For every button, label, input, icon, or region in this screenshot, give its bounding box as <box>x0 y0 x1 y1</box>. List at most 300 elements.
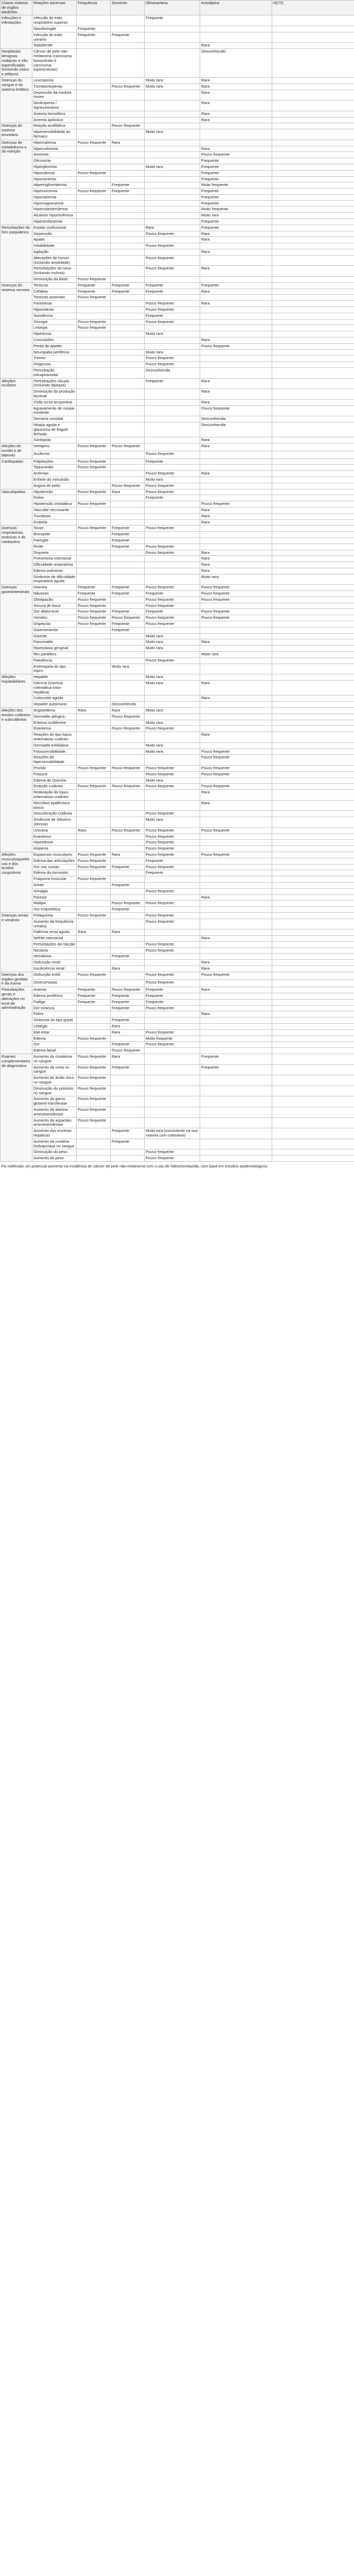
empty-cell <box>272 213 354 219</box>
frequency-cell <box>200 459 272 465</box>
frequency-cell <box>111 1149 145 1156</box>
reaction-cell: Dispepsia <box>32 621 77 628</box>
frequency-cell <box>145 405 200 416</box>
table-row <box>1 1149 354 1156</box>
reaction-cell: Infecção do trato respiratório superior <box>32 15 77 26</box>
frequency-cell <box>111 790 145 801</box>
reaction-cell: Perturbações do sono (incluindo insônia) <box>32 266 77 277</box>
empty-cell <box>272 378 354 389</box>
empty-cell <box>272 1011 354 1018</box>
frequency-cell: Frequente <box>111 182 145 189</box>
reaction-cell: Dor <box>32 1042 77 1048</box>
frequency-cell <box>200 646 272 652</box>
frequency-cell: Muito frequente <box>145 1036 200 1042</box>
table-row <box>1 1096 354 1107</box>
table-row <box>1 811 354 817</box>
reaction-cell: Nasofaringite <box>32 26 77 32</box>
frequency-cell <box>145 100 200 111</box>
frequency-cell <box>111 399 145 405</box>
frequency-cell: Desconhecida <box>200 422 272 437</box>
frequency-cell <box>77 389 111 400</box>
frequency-cell <box>77 355 111 362</box>
frequency-cell <box>77 117 111 123</box>
frequency-cell <box>77 960 111 966</box>
empty-cell <box>272 765 354 771</box>
empty-cell <box>272 100 354 111</box>
frequency-cell: Pouco frequente <box>145 726 200 732</box>
frequency-cell: Frequente <box>111 993 145 999</box>
reaction-cell: Dor esquelética <box>32 907 77 913</box>
reaction-cell: Trombose <box>32 513 77 519</box>
reaction-cell: Aumento da frequência urinária <box>32 919 77 929</box>
frequency-cell <box>77 627 111 633</box>
frequency-cell: Pouco frequente <box>145 1042 200 1048</box>
header-amlodipine: Anlodipina <box>200 1 272 15</box>
frequency-cell: Muito rara <box>145 83 200 90</box>
table-row <box>1 368 354 379</box>
reaction-cell: Gastroenterite <box>32 627 77 633</box>
empty-cell <box>272 1149 354 1156</box>
reaction-cell: Febre <box>32 1011 77 1018</box>
frequency-cell <box>111 507 145 513</box>
frequency-cell <box>77 519 111 526</box>
table-row <box>1 941 354 947</box>
organ-class-cell: Vasculopatias <box>1 489 32 526</box>
frequency-cell <box>111 331 145 337</box>
frequency-cell: Frequente <box>145 495 200 501</box>
frequency-cell <box>200 742 272 749</box>
frequency-cell <box>77 907 111 913</box>
frequency-cell <box>111 368 145 379</box>
empty-cell <box>272 817 354 828</box>
frequency-cell: Pouco frequente <box>77 319 111 325</box>
table-row <box>1 49 354 78</box>
frequency-cell: Frequente <box>200 194 272 200</box>
empty-cell <box>272 846 354 852</box>
frequency-cell <box>200 834 272 840</box>
frequency-cell: Pouco frequente <box>145 597 200 603</box>
frequency-cell <box>111 451 145 459</box>
frequency-cell <box>145 790 200 801</box>
reaction-cell: Tonturas posturais <box>32 295 77 301</box>
frequency-cell <box>77 100 111 111</box>
table-row <box>1 189 354 195</box>
empty-cell <box>272 289 354 295</box>
frequency-cell: Pouco frequente <box>77 621 111 628</box>
frequency-cell: Pouco frequente <box>111 987 145 993</box>
frequency-cell <box>111 562 145 568</box>
empty-cell <box>272 936 354 942</box>
frequency-cell: Desconhecida <box>200 416 272 422</box>
reaction-cell: Taquicardia <box>32 465 77 471</box>
frequency-cell <box>77 164 111 170</box>
frequency-cell: Muito rara <box>145 349 200 355</box>
frequency-cell: Pouco frequente <box>77 1096 111 1107</box>
frequency-cell <box>145 249 200 256</box>
frequency-cell <box>111 1075 145 1086</box>
frequency-cell <box>77 307 111 313</box>
frequency-cell <box>145 513 200 519</box>
table-row <box>1 451 354 459</box>
frequency-cell <box>200 846 272 852</box>
table-row <box>1 966 354 972</box>
frequency-cell: Frequente <box>145 858 200 864</box>
frequency-cell: Pouco frequente <box>77 277 111 283</box>
reaction-cell: Náuseas <box>32 591 77 597</box>
table-row <box>1 152 354 158</box>
frequency-cell <box>77 146 111 152</box>
table-row <box>1 43 354 49</box>
frequency-cell <box>77 15 111 26</box>
frequency-cell: Frequente <box>111 591 145 597</box>
frequency-cell <box>111 301 145 307</box>
frequency-cell: Frequente <box>111 1064 145 1075</box>
reaction-cell: Aumento da gama glutamil transferase <box>32 1096 77 1107</box>
frequency-cell <box>200 32 272 43</box>
frequency-cell: Rara <box>200 507 272 513</box>
frequency-cell: Rara <box>200 519 272 526</box>
table-row <box>1 840 354 846</box>
adverse-reactions-page <box>0 0 354 1168</box>
empty-cell <box>272 864 354 870</box>
empty-cell <box>272 544 354 550</box>
reaction-cell: Hipercalcemia <box>32 146 77 152</box>
table-row <box>1 615 354 621</box>
frequency-cell: Pouco frequente <box>145 1005 200 1011</box>
frequency-cell <box>145 537 200 544</box>
frequency-cell <box>77 681 111 696</box>
frequency-cell <box>111 858 145 864</box>
organ-class-cell: Cardiopatias <box>1 459 32 489</box>
empty-cell <box>272 189 354 195</box>
empty-cell <box>272 146 354 152</box>
empty-cell <box>272 471 354 477</box>
table-row <box>1 574 354 585</box>
frequency-cell: Muito rara <box>145 129 200 140</box>
frequency-cell <box>200 451 272 459</box>
frequency-cell <box>111 355 145 362</box>
frequency-cell: Muito rara (consistente na sua maioria com colestase) <box>145 1128 200 1139</box>
frequency-cell <box>111 219 145 225</box>
table-row <box>1 993 354 999</box>
frequency-cell: Frequente <box>111 609 145 615</box>
empty-cell <box>272 749 354 755</box>
frequency-cell: Pouco frequente <box>111 1048 145 1054</box>
empty-cell <box>272 32 354 43</box>
table-row <box>1 979 354 987</box>
frequency-cell <box>111 1011 145 1018</box>
frequency-cell <box>111 176 145 182</box>
reaction-cell: Púrpura <box>32 771 77 777</box>
frequency-cell <box>111 652 145 658</box>
table-row <box>1 858 354 864</box>
frequency-cell: Pouco frequente <box>77 1036 111 1042</box>
frequency-cell <box>145 1117 200 1128</box>
reaction-cell: Agravamento de miopia existente <box>32 405 77 416</box>
reaction-cell: Enfarte do miocárdio <box>32 477 77 483</box>
frequency-cell <box>145 1107 200 1118</box>
frequency-cell <box>77 817 111 828</box>
reaction-cell: Leucopenia <box>32 77 77 83</box>
empty-cell <box>272 1156 354 1162</box>
frequency-cell <box>77 266 111 277</box>
table-row <box>1 550 354 556</box>
table-row <box>1 1042 354 1048</box>
reaction-cell: Letargia <box>32 1024 77 1030</box>
table-row <box>1 437 354 444</box>
frequency-cell <box>200 999 272 1005</box>
table-row <box>1 319 354 325</box>
frequency-cell <box>111 800 145 811</box>
empty-cell <box>272 416 354 422</box>
frequency-cell <box>111 362 145 368</box>
organ-class-cell: Afeções hepatobiliares <box>1 674 32 708</box>
empty-cell <box>272 1054 354 1065</box>
reaction-cell: Edema de Quincke <box>32 777 77 784</box>
frequency-cell <box>77 777 111 784</box>
frequency-cell <box>200 325 272 331</box>
frequency-cell: Desconhecido <box>200 49 272 78</box>
frequency-cell <box>111 696 145 702</box>
frequency-cell: Pouco frequente <box>145 864 200 870</box>
frequency-cell <box>111 477 145 483</box>
frequency-cell: Rara <box>200 100 272 111</box>
table-row <box>1 129 354 140</box>
reaction-cell: Aumento do peso <box>32 1156 77 1162</box>
frequency-cell: Rara <box>200 437 272 444</box>
empty-cell <box>272 207 354 213</box>
frequency-cell <box>111 164 145 170</box>
table-header-row <box>1 1 354 15</box>
table-row <box>1 378 354 389</box>
frequency-cell: Frequente <box>145 15 200 26</box>
frequency-cell <box>200 368 272 379</box>
empty-cell <box>272 870 354 876</box>
empty-cell <box>272 1018 354 1024</box>
table-row <box>1 507 354 513</box>
frequency-cell: Frequente <box>145 289 200 295</box>
empty-cell <box>272 319 354 325</box>
reaction-cell: Sialadenite <box>32 43 77 49</box>
empty-cell <box>272 231 354 237</box>
table-row <box>1 912 354 919</box>
frequency-cell <box>145 237 200 243</box>
frequency-cell: Frequente <box>200 158 272 164</box>
reaction-cell: Faringite <box>32 537 77 544</box>
frequency-cell <box>145 207 200 213</box>
frequency-cell: Muito rara <box>145 681 200 696</box>
frequency-cell: Pouco frequente <box>111 444 145 451</box>
reaction-cell: Hipertonia <box>32 331 77 337</box>
table-row <box>1 864 354 870</box>
frequency-cell <box>200 714 272 720</box>
header-hctz: HCTZ <box>272 1 354 15</box>
reaction-cell: Hiperuricemia <box>32 189 77 195</box>
frequency-cell: Rara <box>111 852 145 858</box>
empty-cell <box>272 1005 354 1011</box>
frequency-cell <box>145 1048 200 1054</box>
frequency-cell: Pouco frequente <box>145 852 200 858</box>
table-row <box>1 90 354 100</box>
empty-cell <box>272 483 354 489</box>
empty-cell <box>272 225 354 231</box>
frequency-cell <box>77 405 111 416</box>
reaction-cell: Anemia hemolítica <box>32 111 77 117</box>
frequency-cell: Pouco frequente <box>77 852 111 858</box>
empty-cell <box>272 574 354 585</box>
frequency-cell: Rara <box>200 289 272 295</box>
frequency-cell <box>77 313 111 319</box>
empty-cell <box>272 784 354 790</box>
frequency-cell <box>77 846 111 852</box>
frequency-cell <box>200 840 272 846</box>
empty-cell <box>272 194 354 200</box>
empty-cell <box>272 243 354 249</box>
empty-cell <box>272 519 354 526</box>
table-row <box>1 674 354 681</box>
empty-cell <box>272 556 354 562</box>
reaction-cell: Edema das articulações <box>32 858 77 864</box>
table-row <box>1 1139 354 1149</box>
frequency-cell <box>77 556 111 562</box>
frequency-cell <box>145 123 200 129</box>
frequency-cell <box>77 532 111 538</box>
frequency-cell: Rara <box>200 568 272 574</box>
frequency-cell <box>145 1024 200 1030</box>
frequency-cell: Muito frequente <box>200 207 272 213</box>
frequency-cell <box>77 888 111 894</box>
table-row <box>1 597 354 603</box>
reaction-cell: Necrólise epidérmica tóxica <box>32 800 77 811</box>
frequency-cell <box>77 919 111 929</box>
reaction-cell: Pneumonia intersticial <box>32 556 77 562</box>
reaction-cell: Irritabilidade <box>32 243 77 249</box>
reaction-cell: Depressão <box>32 231 77 237</box>
table-row <box>1 243 354 249</box>
frequency-cell <box>111 960 145 966</box>
frequency-cell: Pouco frequente <box>200 972 272 979</box>
frequency-cell <box>77 213 111 219</box>
table-row <box>1 1128 354 1139</box>
frequency-cell <box>111 255 145 266</box>
frequency-cell: Muito rara <box>145 646 200 652</box>
frequency-cell <box>111 117 145 123</box>
table-row <box>1 1054 354 1065</box>
reaction-cell: Prurido <box>32 765 77 771</box>
table-footnote: Foi notificado um potencial aumento na incidência de câncer de pele não-melanoma com o uso de hidroclorotiazida, com base em estudos epidemiológicos. <box>1 1163 269 1168</box>
frequency-cell <box>200 907 272 913</box>
table-row <box>1 362 354 368</box>
reaction-cell: Síndrome de dificuldade respiratória aguda <box>32 574 77 585</box>
reaction-cell: Perturbações da micção <box>32 941 77 947</box>
frequency-cell <box>111 681 145 696</box>
table-row <box>1 140 354 146</box>
frequency-cell <box>200 1117 272 1128</box>
frequency-cell <box>145 152 200 158</box>
reaction-cell: Alopecia <box>32 846 77 852</box>
organ-class-cell: Doenças do sistema imunitário <box>1 123 32 140</box>
frequency-cell: Rara <box>200 237 272 243</box>
table-row <box>1 416 354 422</box>
frequency-cell: Frequente <box>77 993 111 999</box>
frequency-cell <box>111 1036 145 1042</box>
table-row <box>1 355 354 362</box>
frequency-cell <box>200 627 272 633</box>
frequency-cell <box>145 26 200 32</box>
frequency-cell: Muito rara <box>145 674 200 681</box>
empty-cell <box>272 437 354 444</box>
reaction-cell: Pancreatite <box>32 639 77 646</box>
empty-cell <box>272 1075 354 1086</box>
empty-cell <box>272 639 354 646</box>
frequency-cell <box>111 43 145 49</box>
empty-cell <box>272 277 354 283</box>
frequency-cell <box>200 1018 272 1024</box>
frequency-cell: Pouco frequente <box>77 325 111 331</box>
reaction-cell: Miopia aguda e glaucoma de ângulo fechado <box>32 422 77 437</box>
empty-cell <box>272 597 354 603</box>
reaction-cell: Glicosúria <box>32 158 77 164</box>
frequency-cell: Rara <box>111 966 145 972</box>
table-row <box>1 556 354 562</box>
frequency-cell <box>200 621 272 628</box>
frequency-cell: Frequente <box>111 532 145 538</box>
frequency-cell <box>77 243 111 249</box>
frequency-cell <box>145 1086 200 1096</box>
frequency-cell <box>200 993 272 999</box>
table-row <box>1 389 354 400</box>
frequency-cell: Pouco frequente <box>77 876 111 883</box>
frequency-cell <box>111 319 145 325</box>
frequency-cell: Pouco frequente <box>111 615 145 621</box>
table-row <box>1 266 354 277</box>
table-row <box>1 495 354 501</box>
empty-cell <box>272 507 354 513</box>
frequency-cell <box>77 1149 111 1156</box>
frequency-cell: Pouco frequente <box>145 784 200 790</box>
frequency-cell <box>200 140 272 146</box>
frequency-cell: Rara <box>111 1054 145 1065</box>
frequency-cell <box>200 355 272 362</box>
frequency-cell <box>111 639 145 646</box>
frequency-cell <box>145 158 200 164</box>
frequency-cell <box>111 936 145 942</box>
reaction-cell: Disfunção renal <box>32 960 77 966</box>
frequency-cell: Frequente <box>145 282 200 289</box>
frequency-cell: Frequente <box>145 999 200 1005</box>
empty-cell <box>272 495 354 501</box>
reaction-cell: Hipocalemia <box>32 170 77 176</box>
table-row <box>1 817 354 828</box>
frequency-cell <box>111 422 145 437</box>
table-row <box>1 1086 354 1096</box>
table-row <box>1 459 354 465</box>
empty-cell <box>272 674 354 681</box>
frequency-cell: Frequente <box>111 1042 145 1048</box>
frequency-cell <box>111 742 145 749</box>
table-row <box>1 755 354 766</box>
table-row <box>1 657 354 664</box>
empty-cell <box>272 459 354 465</box>
frequency-cell: Rara <box>200 111 272 117</box>
empty-cell <box>272 929 354 936</box>
table-row <box>1 633 354 639</box>
frequency-cell <box>145 876 200 883</box>
frequency-cell <box>145 444 200 451</box>
frequency-cell <box>77 811 111 817</box>
frequency-cell: Rara <box>200 378 272 389</box>
frequency-cell <box>145 146 200 152</box>
